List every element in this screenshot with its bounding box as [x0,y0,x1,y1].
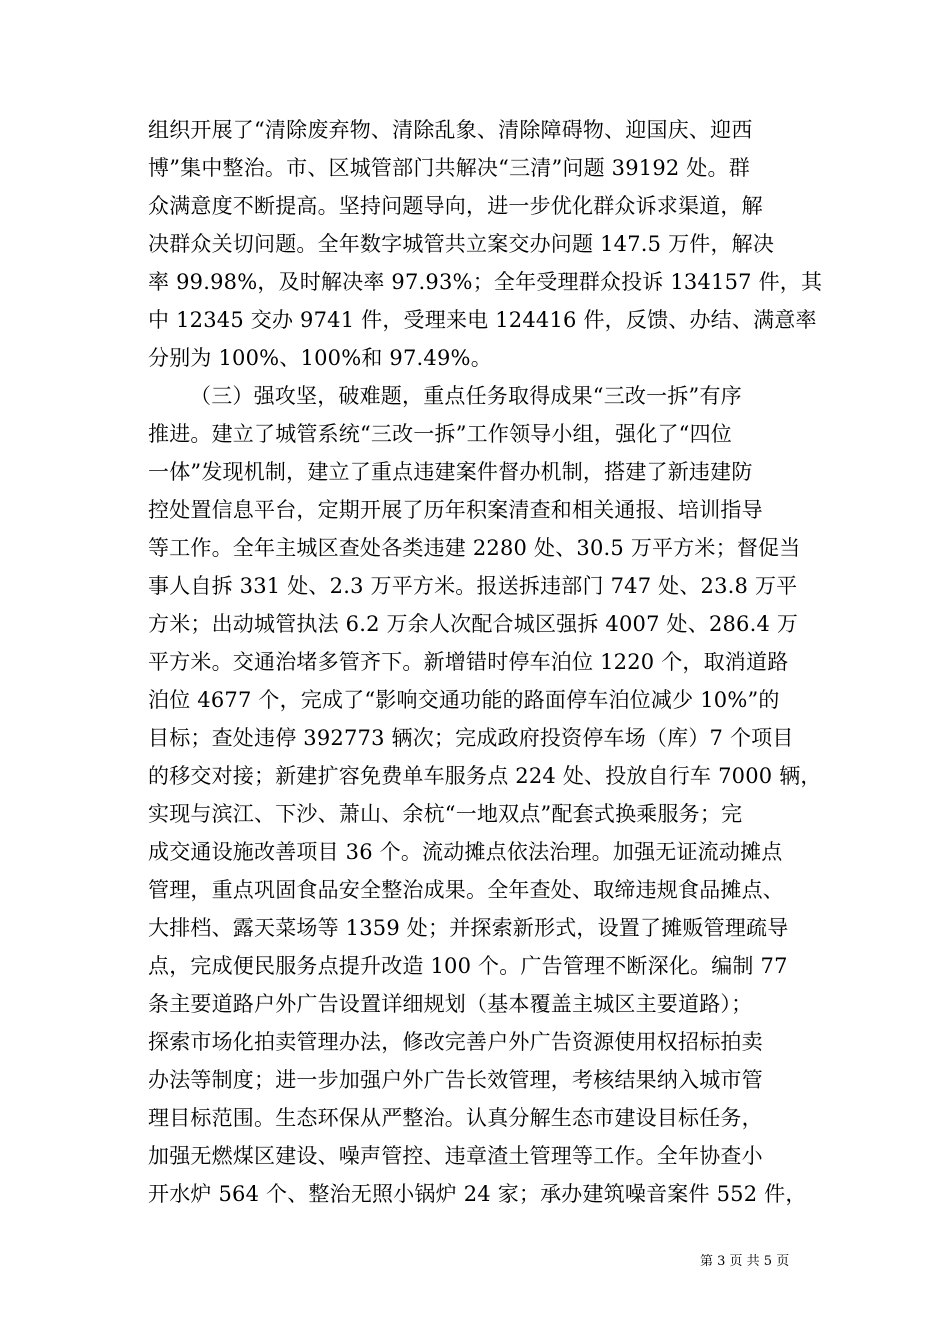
body-line: 一体”发现机制，建立了重点违建案件督办机制，搭建了新违建防 [148,460,753,484]
page-number: 第 3 页 共 5 页 [700,1254,790,1269]
body-line: 成交通设施改善项目 36 个。流动摊点依法治理。加强无证流动摊点 [148,840,783,864]
body-line: 事人自拆 331 处、2.3 万平方米。报送拆违部门 747 处、23.8 万平 [148,574,798,598]
body-line: 平方米。交通治堵多管齐下。新增错时停车泊位 1220 个，取消道路 [148,650,789,674]
body-line: 条主要道路户外广告设置详细规划（基本覆盖主城区主要道路）； [148,992,753,1016]
body-line: 的移交对接；新建扩容免费单车服务点 224 处、投放自行车 7000 辆， [148,764,822,788]
body-line: 推进。建立了城管系统“三改一拆”工作领导小组，强化了“四位 [148,422,733,446]
body-line: 办法等制度；进一步加强户外广告长效管理，考核结果纳入城市管 [148,1068,763,1092]
body-line: 加强无燃煤区建设、噪声管控、违章渣土管理等工作。全年协查小 [148,1144,763,1168]
body-line: 众满意度不断提高。坚持问题导向，进一步优化群众诉求渠道，解 [148,194,763,218]
body-line: 决群众关切问题。全年数字城管共立案交办问题 147.5 万件，解决 [148,232,775,256]
body-line: 大排档、露天菜场等 1359 处；并探索新形式，设置了摊贩管理疏导 [148,916,789,940]
body-line: 探索市场化拍卖管理办法，修改完善户外广告资源使用权招标拍卖 [148,1030,763,1054]
body-line: 方米；出动城管执法 6.2 万余人次配合城区强拆 4007 处、286.4 万 [148,612,799,636]
body-line: 泊位 4677 个，完成了“影响交通功能的路面停车泊位减少 10%”的 [148,688,780,712]
paragraph-heading-line: （三）强攻坚，破难题，重点任务取得成果“三改一拆”有序 [190,384,742,408]
body-line: 率 99.98%，及时解决率 97.93%；全年受理群众投诉 134157 件，其 [148,270,823,294]
body-line: 理目标范围。生态环保从严整治。认真分解生态市建设目标任务， [148,1106,763,1130]
body-line: 实现与滨江、下沙、萧山、余杭“一地双点”配套式换乘服务；完 [148,802,743,826]
body-line: 分别为 100%、100%和 97.49%。 [148,346,492,370]
body-line: 管理，重点巩固食品安全整治成果。全年查处、取缔违规食品摊点、 [148,878,784,902]
body-line: 开水炉 564 个、整治无照小锅炉 24 家；承办建筑噪音案件 552 件， [148,1182,807,1206]
body-line: 目标；查处违停 392773 辆次；完成政府投资停车场（库）7 个项目 [148,726,794,750]
body-line: 中 12345 交办 9741 件，受理来电 124416 件，反馈、办结、满意率 [148,308,817,332]
body-line: 等工作。全年主城区查处各类违建 2280 处、30.5 万平方米；督促当 [148,536,801,560]
body-line: 博”集中整治。市、区城管部门共解决“三清”问题 39192 处。群 [148,156,750,180]
body-line: 控处置信息平台，定期开展了历年积案清查和相关通报、培训指导 [148,498,763,522]
body-line: 点，完成便民服务点提升改造 100 个。广告管理不断深化。编制 77 [148,954,788,978]
body-line: 组织开展了“清除废弃物、清除乱象、清除障碍物、迎国庆、迎西 [148,118,753,142]
